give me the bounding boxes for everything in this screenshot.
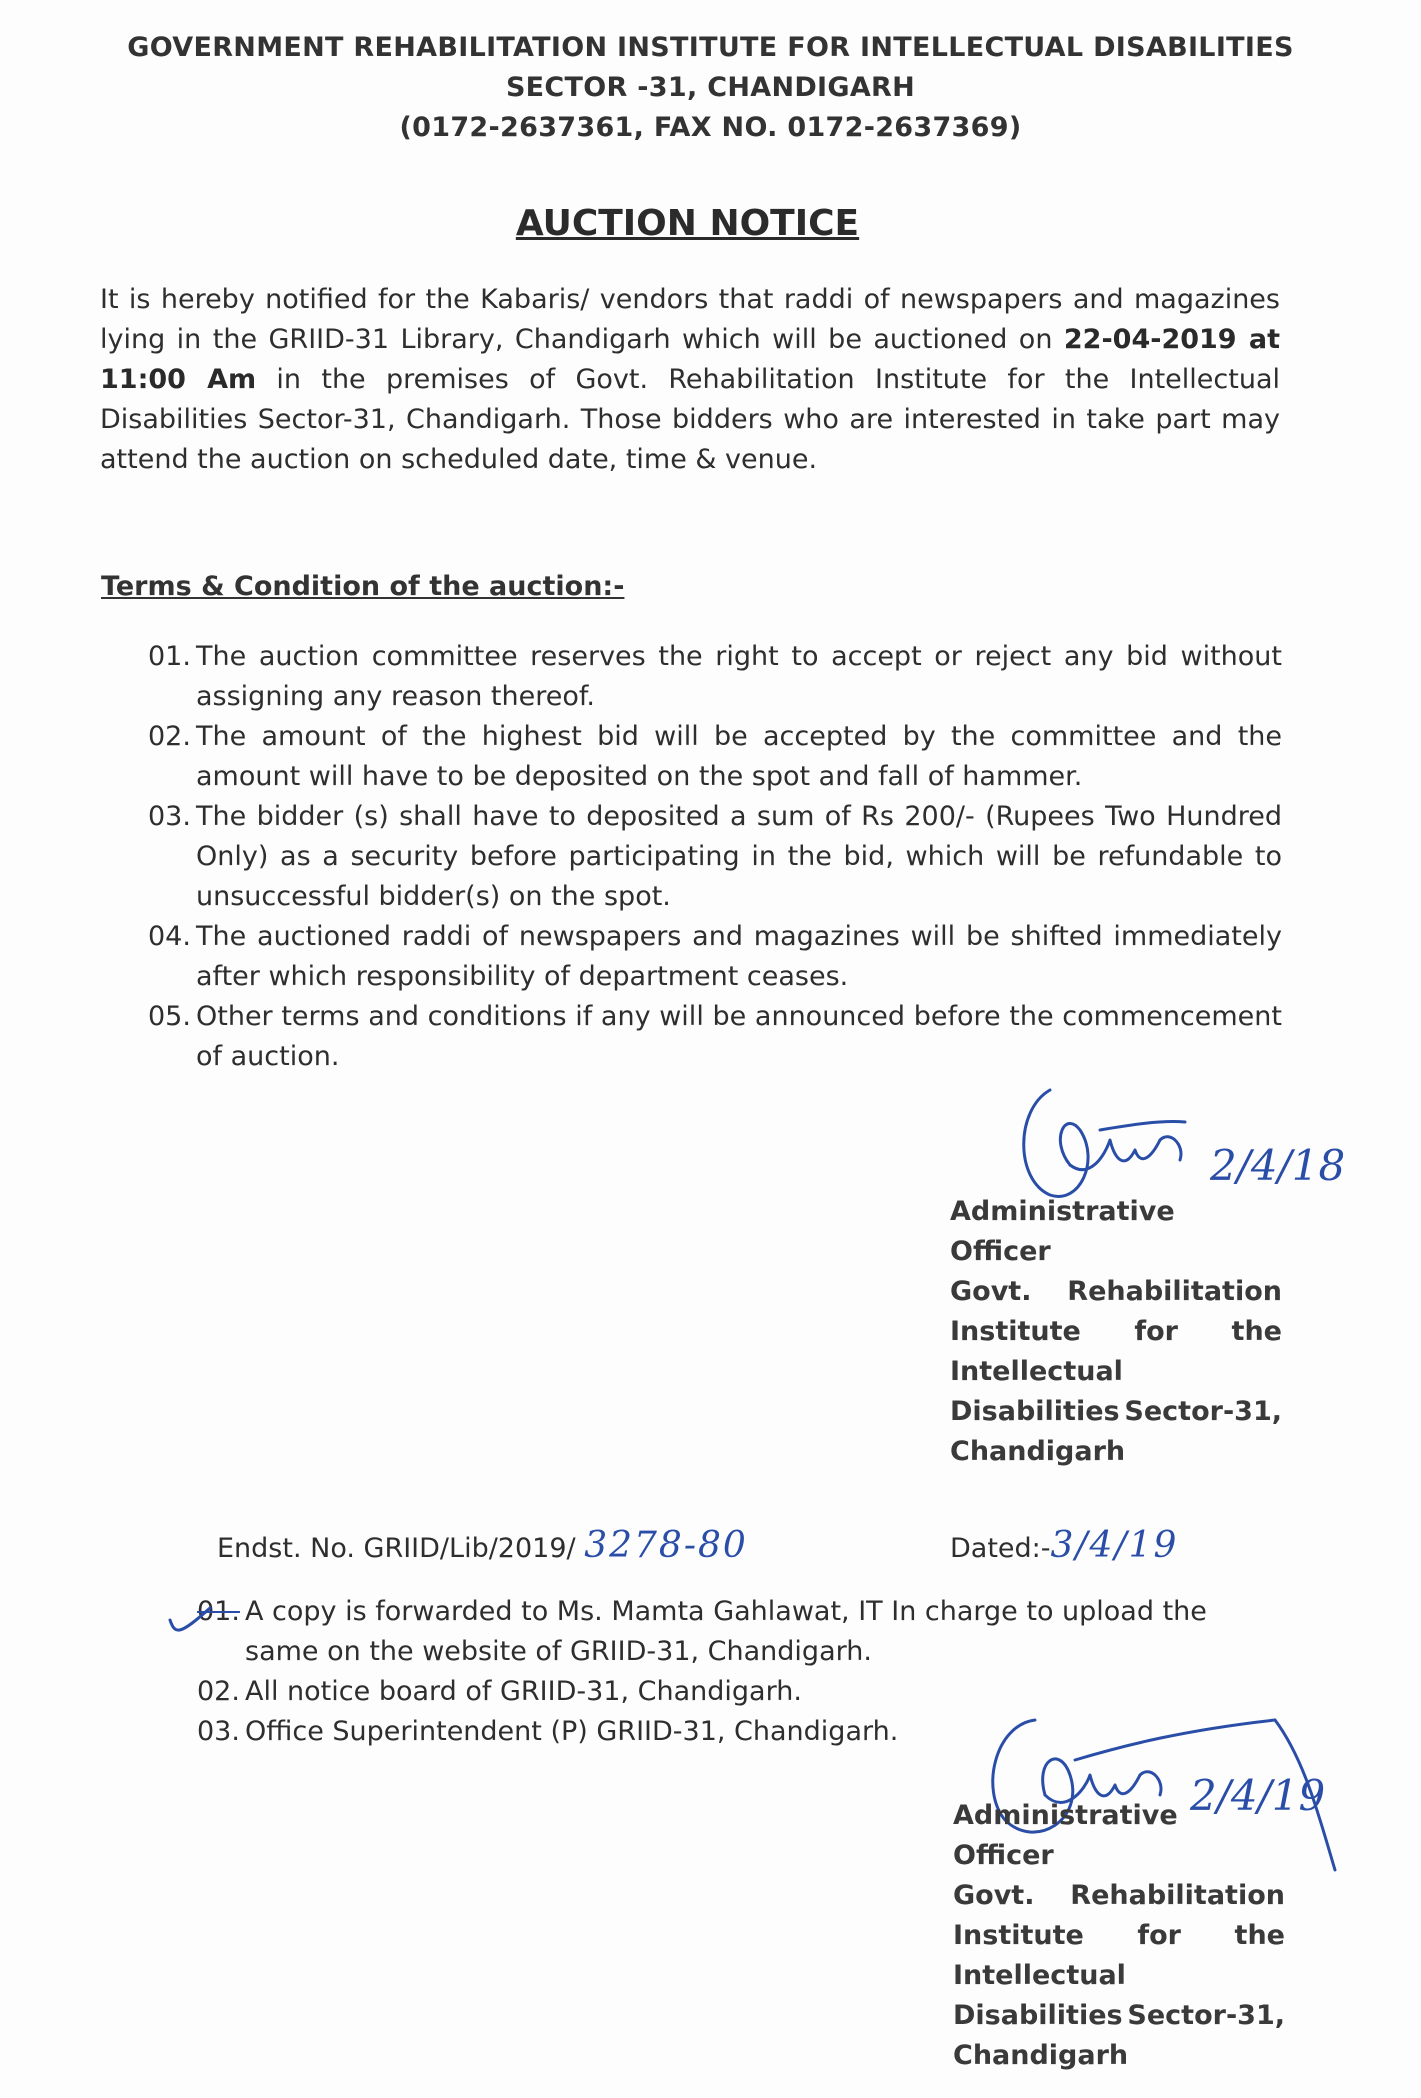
org-word: Govt.: [953, 1880, 1035, 1911]
copy-number: 03.: [197, 1716, 240, 1747]
endorsement-label: Endst. No. GRIID/Lib/2019/: [217, 1533, 576, 1564]
term-number: 04.: [148, 921, 191, 952]
endorsement-handwritten-number: 3278-80: [584, 1525, 748, 1566]
endorsement-number: [217, 1525, 748, 1566]
letterhead-institute-name: GOVERNMENT REHABILITATION INSTITUTE FOR INTELLECTUAL DISABILITIES: [127, 32, 1294, 63]
signature-1-date: 2/4/18: [1210, 1141, 1346, 1190]
org-word: Disabilities: [953, 2000, 1123, 2031]
org-word: Rehabilitation: [1070, 1880, 1285, 1911]
copy-text: A copy is forwarded to Ms. Mamta Gahlawat, IT In charge to upload the same on the website of GRIID-31, Chandigarh.: [245, 1596, 1207, 1667]
signatory-designation: Administrative Officer: [953, 1800, 1178, 1871]
tick-mark-icon: [165, 1600, 215, 1640]
term-item: [148, 997, 1282, 1077]
signatory-org-line: Intellectual: [950, 1356, 1123, 1387]
intro-text-1: It is hereby notified for the Kabaris/ vendors that raddi of newspapers and magazines lying in the GRIID-31 Library, Chandigarh which will be auctioned on: [100, 284, 1280, 355]
org-word: the: [1234, 1920, 1285, 1951]
signature-2-date: 2/4/19: [1190, 1771, 1326, 1820]
signatory-org-line: [953, 1996, 1285, 2036]
signatory-org-line: [950, 1312, 1282, 1352]
term-number: 03.: [148, 801, 191, 832]
org-word: the: [1231, 1316, 1282, 1347]
org-word: Disabilities: [950, 1396, 1120, 1427]
org-word: for: [1137, 1920, 1182, 1951]
copy-number: 01.: [197, 1596, 240, 1627]
signatory-org-line: [953, 1916, 1285, 1956]
letterhead: [0, 28, 1421, 148]
signatory-org-line: [950, 1392, 1282, 1432]
signatory-org-line: Chandigarh: [950, 1436, 1126, 1467]
copy-number: 02.: [197, 1676, 240, 1707]
signatory-org-line: [950, 1272, 1282, 1312]
org-word: Govt.: [950, 1276, 1032, 1307]
term-text: The amount of the highest bid will be accepted by the committee and the amount will have to be deposited on the spot and fall of hammer.: [196, 721, 1282, 792]
term-number: 05.: [148, 1001, 191, 1032]
letterhead-address: SECTOR -31, CHANDIGARH: [505, 72, 916, 103]
notice-title: AUCTION NOTICE: [515, 203, 860, 244]
term-number: 01.: [148, 641, 191, 672]
copy-item: [197, 1592, 1283, 1672]
endorsement-date: [950, 1525, 1178, 1566]
terms-heading: Terms & Condition of the auction:-: [101, 571, 625, 602]
terms-list: [148, 637, 1282, 1077]
signatory-block: [953, 1796, 1285, 2076]
intro-paragraph: [100, 280, 1280, 480]
signatory-designation: Administrative Officer: [950, 1196, 1175, 1267]
term-text: The auctioned raddi of newspapers and magazines will be shifted immediately after which responsibility of department ceases.: [196, 921, 1282, 992]
term-text: Other terms and conditions if any will be announced before the commencement of auction.: [196, 1001, 1282, 1072]
org-word: Institute: [953, 1920, 1084, 1951]
intro-text-2: in the premises of Govt. Rehabilitation Institute for the Intellectual Disabilities Sector-31, Chandigarh. Those bidders who are interested in take part may attend the auction on scheduled date, time & venue.: [100, 364, 1280, 475]
term-item: [148, 717, 1282, 797]
term-text: The bidder (s) shall have to deposited a sum of Rs 200/- (Rupees Two Hundred Only) as a security before participating in the bid, which will be refundable to unsuccessful bidder(s) on the spot.: [196, 801, 1282, 912]
signatory-block: [950, 1192, 1282, 1472]
dated-handwritten: 3/4/19: [1050, 1525, 1179, 1566]
term-number: 02.: [148, 721, 191, 752]
org-word: Rehabilitation: [1067, 1276, 1282, 1307]
letterhead-contact: (0172-2637361, FAX NO. 0172-2637369): [399, 112, 1022, 143]
org-word: for: [1134, 1316, 1179, 1347]
term-item: [148, 917, 1282, 997]
signatory-org-line: [953, 1876, 1285, 1916]
term-item: [148, 797, 1282, 917]
org-word: Sector-31,: [1124, 1396, 1282, 1427]
dated-label: Dated:-: [950, 1533, 1051, 1564]
copy-text: Office Superintendent (P) GRIID-31, Chandigarh.: [245, 1716, 899, 1747]
term-item: [148, 637, 1282, 717]
auction-date-time: 22-04-2019 at 11:00 Am: [100, 324, 1280, 395]
term-text: The auction committee reserves the right to accept or reject any bid without assigning any reason thereof.: [196, 641, 1282, 712]
copy-text: All notice board of GRIID-31, Chandigarh.: [245, 1676, 802, 1707]
signatory-org-line: Intellectual: [953, 1960, 1126, 1991]
org-word: Sector-31,: [1127, 2000, 1285, 2031]
signatory-org-line: Chandigarh: [953, 2040, 1129, 2071]
org-word: Institute: [950, 1316, 1081, 1347]
